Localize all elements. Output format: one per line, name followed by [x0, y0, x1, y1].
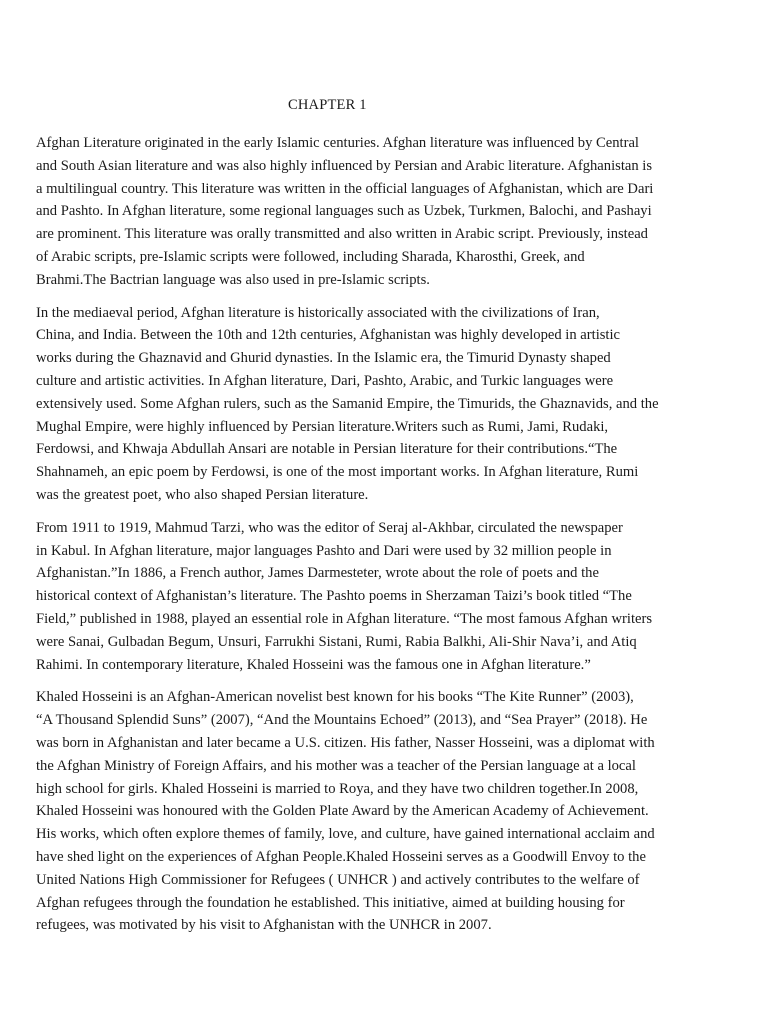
paragraph-1: Afghan Literature originated in the early Islamic centuries. Afghan literature was influenced by Central and South Asian literature and was also highly influenced by Persian and Arabic literature. Afghanistan is a multilingual country. This literature was written in the official languages of Afghanistan, which are Dari and Pashto. In Afghan literature, some regional languages such as Uzbek, Turkmen, Balochi, and Pashayi are prominent. This literature was orally transmitted and also written in Arabic script. Previously, instead of Arabic scripts, pre-Islamic scripts were followed, including Sharada, Kharosthi, Greek, and Brahmi.The Bactrian language was also used in pre-Islamic scripts. — [36, 135, 654, 288]
paragraph-4: Khaled Hosseini is an Afghan-American novelist best known for his books “The Kite Runner” (2003), “A Thousand Splendid Suns” (2007), “And the Mountains Echoed” (2013), and “Sea Prayer” (2018). He was born in Afghanistan and later became a U.S. citizen. His father, Nasser Hosseini, was a diplomat with the Afghan Ministry of Foreign Affairs, and his mother was a teacher of the Persian language at a local high school for girls. Khaled Hosseini is married to Roya, and they have two children together.In 2008, Khaled Hosseini was honoured with the Golden Plate Award by the American Academy of Achievement. His works, which often explore themes of family, love, and culture, have gained international acclaim and have shed light on the experiences of Afghan People.Khaled Hosseini serves as a Goodwill Envoy to the United Nations High Commissioner for Refugees ( UNHCR ) and actively contributes to the welfare of Afghan refugees through the foundation he established. This initiative, aimed at building housing for refugees, was motivated by his visit to Afghanistan with the UNHCR in 2007. — [36, 689, 655, 934]
paragraph-3: From 1911 to 1919, Mahmud Tarzi, who was the editor of Seraj al-Akhbar, circulated the newspaper in Kabul. In Afghan literature, major languages Pashto and Dari were used by 32 million people in Afghanistan.”In 1886, a French author, James Darmesteter, wrote about the role of poets and the historical context of Afghanistan’s literature. The Pashto poems in Sherzaman Taizi’s book titled “The Field,” published in 1988, played an essential role in Afghan literature. “The most famous Afghan writers were Sanai, Gulbadan Begum, Unsuri, Farrukhi Sistani, Rumi, Rabia Balkhi, Ali-Shir Nava’i, and Atiq Rahimi. In contemporary literature, Khaled Hosseini was the famous one in Afghan literature.” — [36, 519, 653, 673]
chapter-heading: CHAPTER 1 — [288, 97, 367, 113]
body-text — [36, 132, 730, 947]
paragraph-2: In the mediaeval period, Afghan literature is historically associated with the civilizations of Iran, China, and India. Between the 10th and 12th centuries, Afghanistan was highly developed in artistic works during the Ghaznavid and Ghurid dynasties. In the Islamic era, the Timurid Dynasty shaped culture and artistic activities. In Afghan literature, Dari, Pashto, Arabic, and Turkic languages were extensively used. Some Afghan rulers, such as the Samanid Empire, the Timurids, the Ghaznavids, and the Mughal Empire, were highly influenced by Persian literature.Writers such as Rumi, Jami, Rudaki, Ferdowsi, and Khwaja Abdullah Ansari are notable in Persian literature for their contributions.“The Shahnameh, an epic poem by Ferdowsi, is one of the most important works. In Afghan literature, Rumi was the greatest poet, who also shaped Persian literature. — [36, 304, 659, 503]
